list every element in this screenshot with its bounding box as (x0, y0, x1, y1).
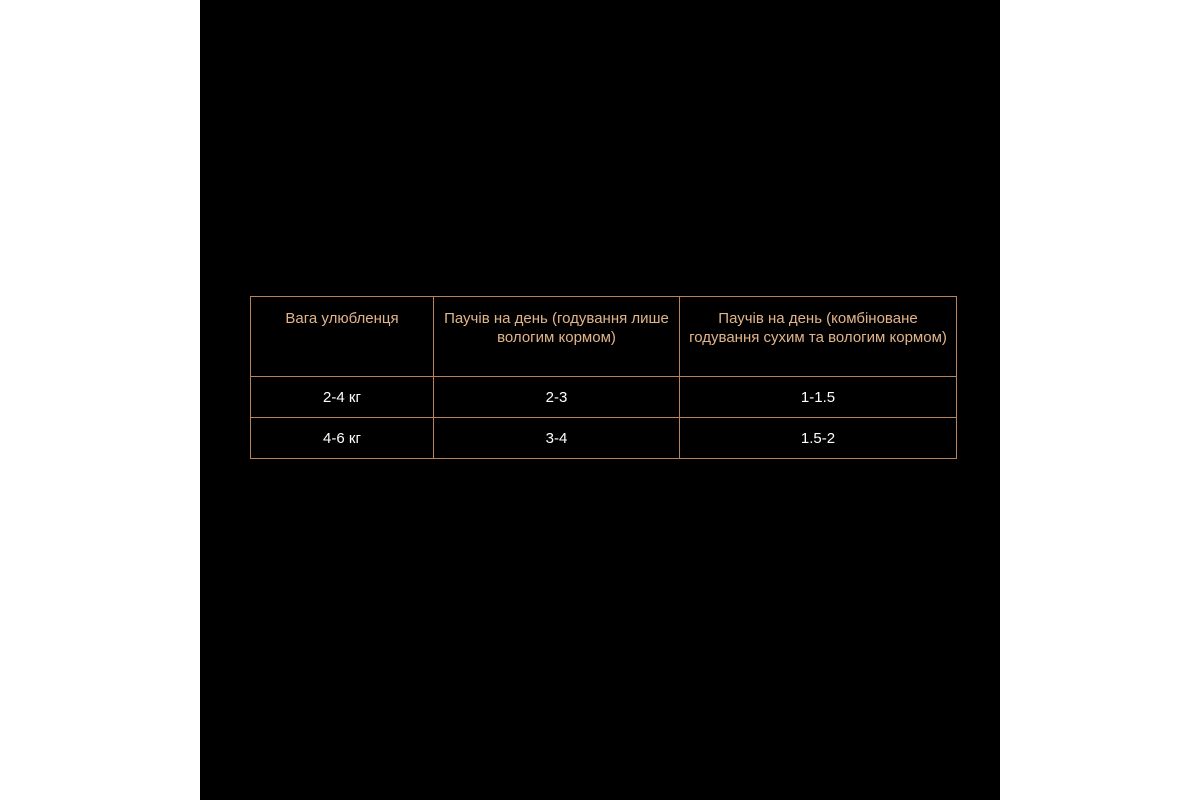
table-row (251, 418, 957, 459)
cell-wet-only: 2-3 (434, 377, 680, 418)
header-pouches-combined: Паучів на день (комбіноване годування сухим та вологим кормом) (680, 297, 957, 377)
header-row (251, 297, 957, 377)
cell-combined: 1.5-2 (680, 418, 957, 459)
header-pet-weight: Вага улюбленця (251, 297, 434, 377)
header-pouches-wet-only: Паучів на день (годування лише вологим кормом) (434, 297, 680, 377)
cell-wet-only: 3-4 (434, 418, 680, 459)
cell-weight: 4-6 кг (251, 418, 434, 459)
cell-combined: 1-1.5 (680, 377, 957, 418)
image-frame (200, 0, 1000, 800)
table-body (251, 377, 957, 459)
table-row (251, 377, 957, 418)
feeding-table (250, 296, 957, 459)
table-header (251, 297, 957, 377)
cell-weight: 2-4 кг (251, 377, 434, 418)
